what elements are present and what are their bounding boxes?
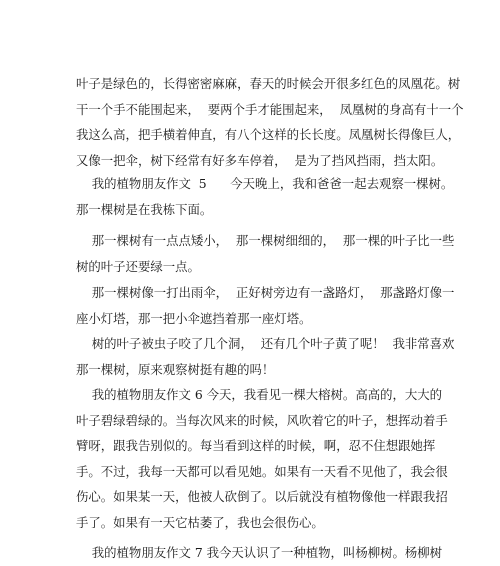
text-line: 手了。如果有一天它枯萎了，我也会很伤心。: [76, 514, 324, 530]
paragraph-phoenix-tree: [76, 71, 464, 173]
text-line: 臂呀，跟我告别似的。每当看到这样的时候，啊，忍不住想跟她挥: [76, 438, 436, 454]
paragraph-tree-size: [76, 228, 455, 279]
text-line: 我的植物朋友作文 6 今天，我看见一棵大榕树。高高的，大大的: [76, 387, 443, 402]
text-line: 树的叶子还要绿一点。: [76, 258, 200, 274]
paragraph-essay-6-banyan: [76, 382, 448, 536]
text-line: 我的植物朋友作文 5 今天晚上，我和爸爸一起去观察一棵树。: [76, 176, 454, 191]
paragraph-essay-7-willow: [76, 540, 443, 566]
text-line: 那一棵树是在我栋下面。: [76, 201, 213, 217]
text-line: 又像一把伞，树下经常有好多车停着， 是为了挡风挡雨，挡太阳。: [76, 152, 444, 168]
text-line: 树的叶子被虫子咬了几个洞， 还有几个叶子黄了呢！ 我非常喜欢: [76, 336, 455, 351]
text-line: 那一棵树像一打出雨伞， 正好树旁边有一盏路灯， 那盏路灯像一: [76, 285, 455, 300]
text-line: 我这么高，把手横着伸直，有八个这样的长长度。凤凰树长得像巨人，: [76, 127, 461, 143]
text-line: 干一个手不能围起来， 要两个手才能围起来， 凤凰树的身高有十一个: [76, 101, 464, 117]
text-line: 手。不过，我每一天都可以看见她。如果有一天看不见他了，我会很: [76, 463, 448, 479]
text-line: 那一棵树，原来观察树挺有趣的吗！: [76, 361, 275, 377]
paragraph-tree-leaves: [76, 331, 455, 382]
paragraph-essay-5-intro: [76, 171, 454, 222]
text-line: 叶子是绿色的，长得密密麻麻，春天的时候会开很多红色的凤凰花。树: [76, 76, 461, 91]
text-line: 座小灯塔，那一把小伞遮挡着那一座灯塔。: [76, 310, 312, 326]
paragraph-tree-umbrella: [76, 280, 455, 331]
text-line: 叶子碧绿碧绿的。当每次风来的时候，风吹着它的叶子，想挥动着手: [76, 412, 448, 428]
text-line: 那一棵树有一点点矮小， 那一棵树细细的， 那一棵的叶子比一些: [76, 233, 455, 248]
text-line: 我的植物朋友作文 7 我今天认识了一种植物，叫杨柳树。杨柳树: [76, 545, 443, 560]
text-line: 伤心。如果某一天，他被人砍倒了。以后就没有植物像他一样跟我招: [76, 489, 448, 505]
